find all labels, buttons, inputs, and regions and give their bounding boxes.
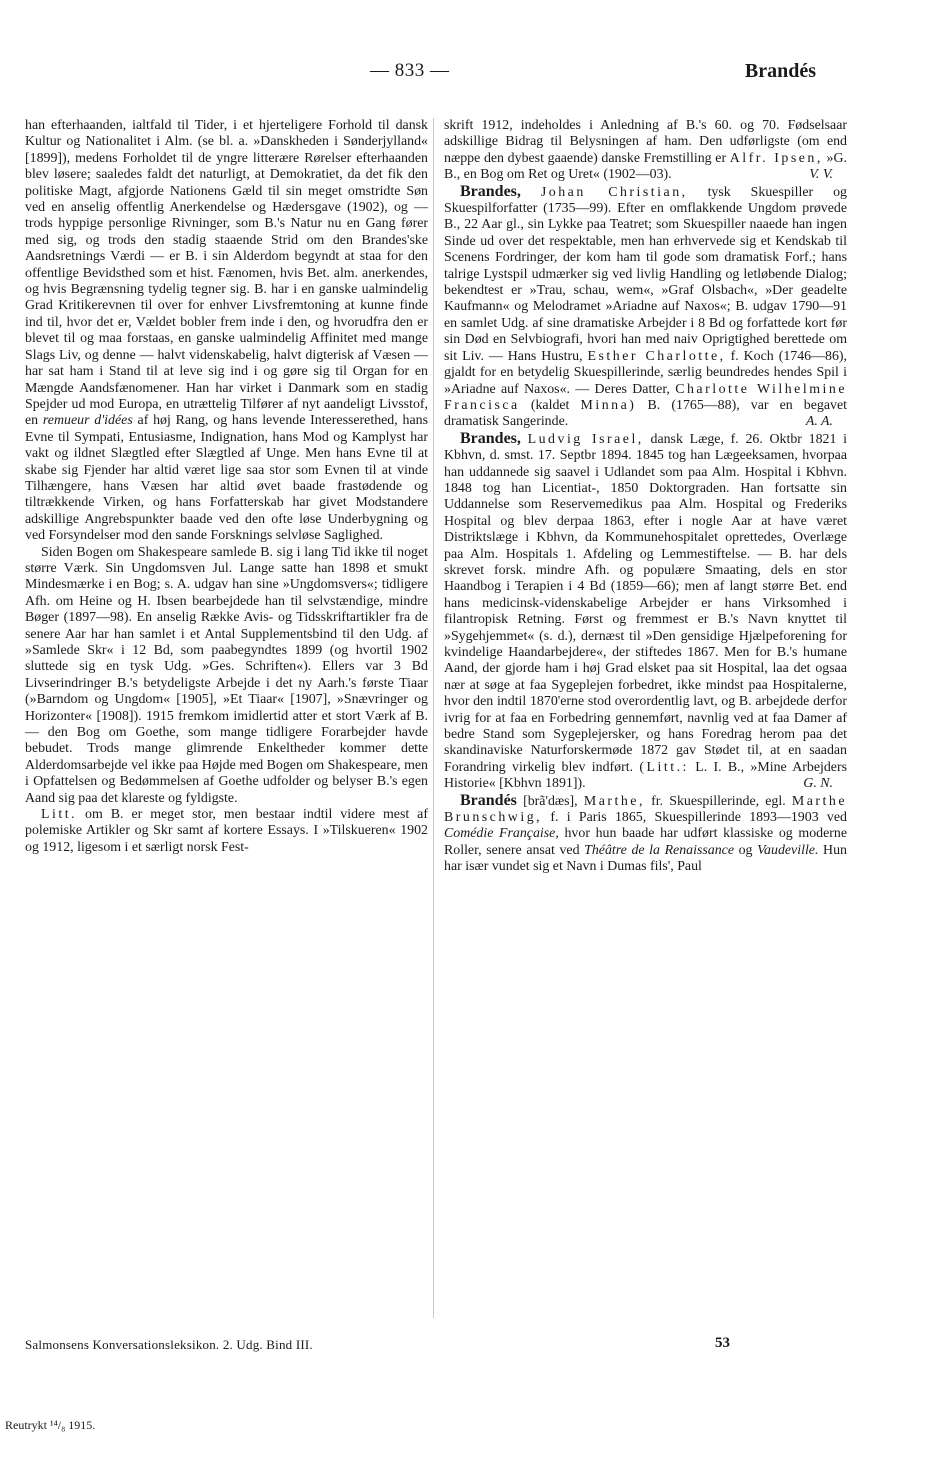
text: »G. B., en Bog om Ret og Uret« (1902—03).: [444, 150, 847, 183]
spaced-text: Alfr. Ipsen,: [729, 150, 823, 166]
text: dansk Læge, f. 26. Oktbr 1821 i Kbhvn, d. smst. 17. Septbr 1894. 1845 tog han Lægeeksamen, hvorpaa han uddannede sig saavel i Udlandet som paa Alm. Hospital i Kbhvn. 1848 tog han Licentiat-, 1850 Doktorgraden. Han fortsatte sin Uddannelse som Reservemedikus paa Alm. Hospital og Frederiks Hospital og blev derpaa 1863, efter i nogle Aar at have været Distriktslæge i Kbhvn, da Kommunehospitalet oprettedes, Overlæge paa Alm. Hospitals 1. Afdeling og Lemmestiftelse. — B. har dels skrevet forsk. mindre Afh. og populære Smaating, dels en stor Haandbog i Terapien i 4 Bd (1859—66); men af langt større Bet. end hans medicinsk-videnskabelige Arbejder er hans Virksomhed i filantropisk Retning. Først og fremmest er B.'s Navn knyttet til »Sygehjemmet« (s. d.), dernæst til »Den gensidige Hjælpeforening for kvindelige Haandarbejdere«, der stiftedes 1867. Men for B.'s humane Aand, der gjorde ham i høj Grad elsket paa sit Hospital, laa det ogsaa nær at søge at faa Sygeplejen forbedret, ikke mindst paa Hospitalerne, hvor den indtil 1870'erne stod overordentlig lavt, og B. arbejdede derfor ivrig for at faa en Forbedring gennemført, navnlig ved at faa Damer af bedre Stand som Sygeplejersker, og hans Foredrag herom paa det skandinaviske Naturforskermøde 1872 gav Stødet til, at en saadan Forandring virkelig blev indført.: [444, 431, 847, 775]
left-column: [25, 118, 428, 856]
footer-source: Salmonsens Konversationsleksikon. 2. Udg. Bind III.: [25, 1337, 313, 1352]
text: B. (1765—88), var en begavet dramatisk Sangerinde.: [444, 397, 847, 430]
text: hvor hun baade har udført klassiske og moderne Roller, senere ansat ved: [444, 826, 847, 858]
italic-text: remueur d'idées: [42, 413, 133, 429]
text: om B. er meget stor, men bestaar indtil videre mest af polemiske Artikler og Skr samt af kortere Essays. I »Tilskueren« 1902 og 1912, ligesom i et særligt norsk Fest-: [25, 807, 428, 855]
spaced-text: Ludvig Israel,: [527, 431, 644, 447]
paragraph: [444, 118, 847, 184]
author-signature: G. N.: [803, 776, 833, 792]
entry-johan-christian-brandes: [444, 184, 847, 431]
page-number: — 833 —: [370, 60, 450, 81]
spaced-text: Charlotte Wilhelmine Francisca: [444, 381, 847, 413]
italic-text: Théâtre de la Renaissance: [584, 842, 734, 858]
paragraph: [25, 807, 428, 856]
spaced-text: Marthe Brunschwig,: [444, 793, 848, 826]
running-head: Brandés: [744, 60, 816, 82]
entry-marthe-brandes: [444, 793, 847, 876]
text: Hun har især vundet sig et Navn i Dumas fils', Paul: [444, 842, 847, 875]
entry-headword: Brandés: [460, 791, 517, 809]
author-signature: V. V.: [809, 167, 833, 183]
text: tysk Skuespiller og Skuespilforfatter (1735—99). Efter en omflakkende Ungdom prøvede B., 22 Aar gl., sin Lykke paa Teatret; som Skuespiller naaede han ingen Sinde ud over det respektable, men han erhvervede sig et Kendskab til Scenens Fordringer, der kom ham til gode som dramatisk Forf.; hans talrige Lystspil udmærker sig ved livlig Handling og letløbende Dialog; bekendtest er »Trau, schau, wem«, »Graf Olsbach«, »Der geadelte Kaufmann« og Melodramet »Ariadne auf Naxos«; B. udgav 1790—91 en samlet Udg. af sine dramatiske Arbejder i 8 Bd og forfattede kort før sin Død en Selvbiografi, hvori han med naiv Oprigtighed berettede om sit Liv. — Hans Hustru,: [444, 184, 847, 364]
entry-headword: Brandes,: [460, 182, 521, 200]
text: f. i Paris 1865, Skuespillerinde 1893—1903 ved: [550, 810, 847, 826]
text: Siden Bogen om Shakespeare samlede B. sig i lang Tid ikke til noget større Værk. Sin Ungdomsven Jul. Lange satte han 1898 et smukt Mindesmærke i en Bog; s. A. udgav han sine »Ungdomsvers«; tidligere Afh. om Heine og H. Ibsen bearbejdede han til selvstændige, mindre Bøger (1897—98). En anselig Række Avis- og Tidsskriftartikler fra de senere Aar har han samlet i et Antal Supplementsbind til den Udg. af »Samlede Skr« i 12 Bd, som paabegyndtes 1899 (og hvortil 1902 sluttede sig en tysk Udg. »Ges. Schriften«). Ellers var 3 Bd Livserindringer B.'s betydeligste Arbejde i det ny Aarh.'s første Tiaar (»Barndom og Ungdom« [1905], »Et Tiaar« [1907], »Snævringer og Horizonter« [1908]). 1915 fremkom imidlertid atter et stort Værk af B. — den Bog om Goethe, som mange tidligere Forarbejder havde bebudet. Trods mange glimrende Enkeltheder kommer dette Alderdomsarbejde vel ikke paa Højde med Bogen om Shakespeare, men i Opfattelsen og Bedømmelsen af Goethe udfolder og belyser B.'s egen Aand sig paa det klareste og fyldigste.: [25, 544, 428, 806]
reprint-note: Reutrykt ¹⁴/₈ 1915.: [5, 1418, 96, 1432]
paragraph: [25, 118, 428, 545]
text: af høj Rang, og hans levende Interesserethed, hans Evne til Sympati, Entusiasme, Indignation, hans Mod og Kamplyst har vakt og ildnet Slægtled efter Slægtled af Unge. Men hans Evne til at skabe sig Fjender har altid været lige saa stor som Evnen til at vinde Tilhængere, hans Væsen har altid øvet baade frastødende og tiltrækkende Virken, og hans Forfatterskab har givet Modstandere adskillige Angrebspunkter baade ved den ofte løse Underbygning og ved Forsyndelser mod den sande Forsknings selvløse Saglighed.: [25, 413, 428, 544]
author-signature: A. A.: [805, 414, 833, 430]
text: f. Koch (1746—86), gjaldt for en betydelig Skuespillerinde, særlig beundredes hendes Spil i »Ariadne auf Naxos«. — Deres Datter,: [444, 348, 847, 397]
right-column: [444, 118, 847, 876]
spaced-text: Esther Charlotte,: [587, 348, 726, 364]
column-divider: [433, 118, 434, 1318]
text: (kaldet: [530, 397, 570, 413]
page-header: [0, 60, 928, 88]
spaced-text: Minna): [580, 397, 637, 413]
entry-headword: Brandes,: [460, 429, 521, 447]
paragraph: [25, 545, 428, 808]
text: fr. Skuespillerinde, egl.: [651, 793, 786, 809]
text: han efterhaanden, ialtfald til Tider, i et hjerteligere Forhold til dansk Kultur og Nationalitet i Alm. (se bl. a. »Danskheden i Sønderjylland« [1899]), medens Forholdet til de yngre litterære Rørelser efterhaanden blev løsere; saaledes faldt det naturligt, at Demokratiet, da det fik den politiske Magt, afgjorde Nationens Gæld til sin meget omstridte Søn ved en anselig offentlig Anerkendelse og Hædersgave (1902), og — trods hyppige personlige Rivninger, som B.'s Natur nu en Gang fører med sig, og trods den stadig staaende Strid om den Brandes'ske Aandsretnings Værdi — er B. i sin Alderdom begyndt at staa for den offentlige Bevidsthed som et hist. Fænomen, hvis Bet. alm. anerkendes, og hvis Begrænsning tydelig tegner sig. B. har i en ganske ualmindelig Grad Kritikerevnen til over for enhver Livsfremtoning at kunne finde ind til, hvor det er, Vældet bobler frem inde i den, og hvorudfra den er blevet til og maa forstaas, en ganske ualmindelig Affinitet med mange Slags Liv, og denne — halvt videnskabelig, halvt digterisk af Væsen — har sat ham i Stand til at leve sig ind i og gøre sig til Organ for en Mængde Aandsfænomener. Han har virket i Danmark som en stadig Spejder ud mod Europa, en utrættelig Tilfører af nyt aandeligt Livsstof, en: [25, 118, 428, 429]
sheet-number: 53: [715, 1335, 730, 1351]
spaced-text: Litt.: [41, 807, 78, 823]
text: og: [738, 842, 753, 858]
spaced-text: Johan Christian,: [540, 184, 688, 200]
text: skrift 1912, indeholdes i Anledning af B.'s 60. og 70. Fødselsaar adskillige Bidrag til Belysningen af ham. Den udførligste (om end næppe den dybest gaaende) danske Fremstilling er: [444, 118, 847, 166]
text: L. I. B., »Mine Arbejders Historie« [Kbhvn 1891]).: [444, 759, 847, 792]
italic-text: Vaudeville.: [757, 842, 819, 858]
entry-ludvig-israel-brandes: [444, 431, 847, 793]
spaced-text: (Litt.:: [639, 759, 689, 775]
spaced-text: Marthe,: [583, 793, 645, 809]
pronunciation: [brã'dæs],: [523, 793, 578, 809]
italic-text: Comédie Française,: [444, 826, 559, 842]
